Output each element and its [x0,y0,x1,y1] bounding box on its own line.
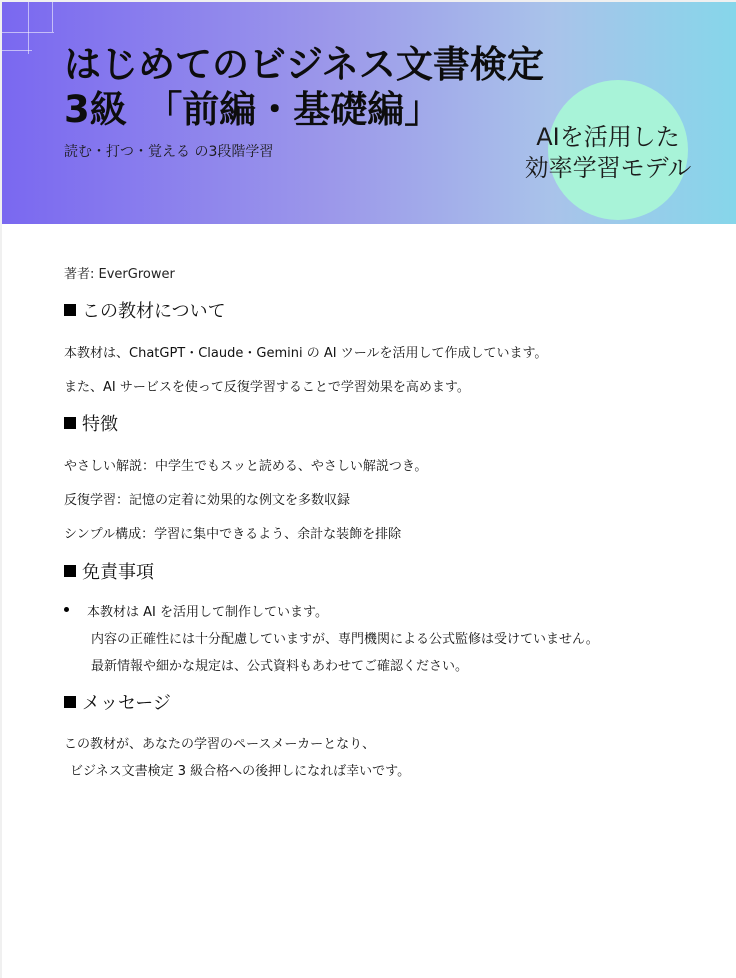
corner-decoration [52,2,53,32]
message-line: この教材が、あなたの学習のペースメーカーとなり、 [64,737,376,752]
cover-subtitle: 読む・打つ・覚える の3段階学習 [64,144,274,160]
heading-text: 免責事項 [82,562,154,583]
feature-line: やさしい解説：中学生でもスッと読める、やさしい解説つき。 [64,459,428,474]
about-line: また、AI サービスを使って反復学習することで学習効果を高めます。 [64,380,470,395]
heading-text: メッセージ [82,693,171,714]
heading-text: 特徴 [82,414,118,435]
heading-text: この教材について [82,301,226,322]
square-bullet-icon [64,304,76,316]
square-bullet-icon [64,696,76,708]
cover-banner [2,2,736,224]
section-heading-disclaimer [64,558,154,584]
section-heading-message [64,689,171,715]
feature-line: シンプル構成：学習に集中できるよう、余計な装飾を排除 [64,527,402,542]
message-line: ビジネス文書検定 3 級合格への後押しになれば幸いです。 [70,764,411,779]
disclaimer-line: 最新情報や細かな規定は、公式資料もあわせてご確認ください。 [91,659,469,674]
section-heading-about [64,297,226,323]
disclaimer-line: 内容の正確性には十分配慮していますが、専門機関による公式監修は受けていません。 [91,632,599,647]
square-bullet-icon [64,565,76,577]
feature-line: 反復学習：記憶の定着に効果的な例文を多数収録 [64,493,351,508]
badge-line2: 効率学習モデル [524,154,692,182]
cover-title [64,42,544,132]
corner-decoration [28,2,29,54]
about-line: 本教材は、ChatGPT・Claude・Gemini の AI ツールを活用して作成しています。 [64,346,548,361]
square-bullet-icon [64,417,76,429]
document-page [2,2,736,978]
disclaimer-line: 本教材は AI を活用して制作しています。 [87,605,328,620]
badge-line1: AIを活用した [536,123,680,151]
section-heading-features [64,410,118,436]
author-line: 著者: EverGrower [64,267,175,282]
cover-title-line2: 3級 「前編・基礎編」 [64,88,442,131]
cover-title-line1: はじめてのビジネス文書検定 [64,43,544,86]
badge-text [502,122,714,184]
bullet-dot-icon [64,607,69,612]
